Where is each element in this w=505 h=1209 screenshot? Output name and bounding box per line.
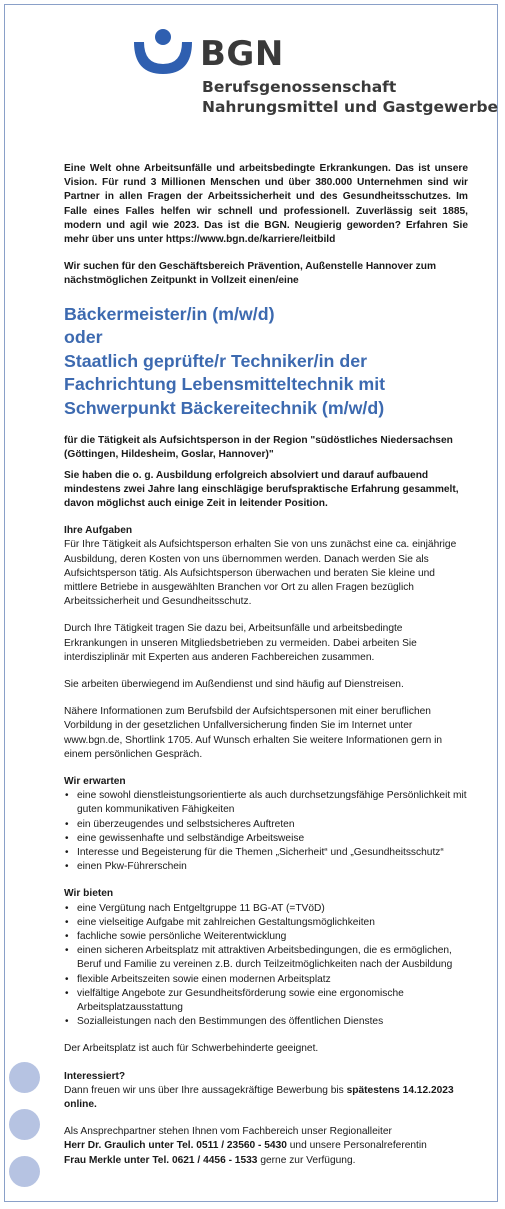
bgn-emblem-icon xyxy=(132,28,194,90)
contact-person-1: Herr Dr. Graulich unter Tel. 0511 / 23560 - 5430 xyxy=(64,1140,287,1152)
list-item: • einen Pkw-Führerschein xyxy=(64,860,468,874)
logo-line-2: Nahrungsmittel und Gastgewerbe xyxy=(202,98,499,116)
list-item: • eine gewissenhafte und selbständige Arbeitsweise xyxy=(64,832,468,846)
list-item: • Sozialleistungen nach den Bestimmungen des öffentlichen Dienstes xyxy=(64,1015,468,1029)
apply-deadline: spätestens 14.12.2023 online. xyxy=(64,1084,454,1111)
apply-heading: Interessiert? xyxy=(64,1070,126,1082)
contact-intro: Als Ansprechpartner stehen Ihnen vom Fachbereich unser Regionalleiter xyxy=(64,1126,392,1138)
apply-text xyxy=(64,1084,468,1112)
list-item: • eine vielseitige Aufgabe mit zahlreichen Gestaltungsmöglichkeiten xyxy=(64,916,468,930)
decorative-dots xyxy=(9,1062,41,1203)
contact-person-2: Frau Merkle unter Tel. 0621 / 4456 - 1533 xyxy=(64,1154,258,1166)
dot-icon xyxy=(9,1109,40,1140)
region-text: für die Tätigkeit als Aufsichtsperson in der Region "südöstliches Niedersachsen (Göttingen, Hildesheim, Goslar, Hannover)" xyxy=(64,435,453,461)
title-line: Staatlich geprüfte/r Techniker/in der xyxy=(64,350,368,371)
contact-end: gerne zur Verfügung. xyxy=(257,1154,356,1166)
offer-list xyxy=(64,902,468,1030)
search-text: Wir suchen für den Geschäftsbereich Prävention, Außenstelle Hannover zum nächstmöglichen Zeitpunkt in Vollzeit einen/eine xyxy=(64,261,437,287)
list-item: • vielfältige Angebote zur Gesundheitsförderung sowie eine ergonomische Arbeitsplatzausstattung xyxy=(64,987,468,1015)
list-item: • flexible Arbeitszeiten sowie einen modernen Arbeitsplatz xyxy=(64,973,468,987)
contact-mid: und unsere Personalreferentin xyxy=(286,1140,427,1152)
intro-text: Eine Welt ohne Arbeitsunfälle und arbeitsbedingte Erkrankungen. Das ist unsere Vision. Für rund 3 Millionen Menschen und über 380.000 Unternehmen sind wir Partner in allen Fragen der Arbeitssicherheit und des Gesundheitsschutzes. Im Falle eines Falles helfen wir schnell und professionell. Zuverlässig seit 1885, modern und agil wie 2023. Das ist die BGN. Neugierig geworden? Erfahren Sie mehr über uns unter https://www.bgn.de/karriere/leitbild xyxy=(64,163,468,246)
list-item: • eine Vergütung nach Entgeltgruppe 11 BG-AT (=TVöD) xyxy=(64,902,468,916)
dot-icon xyxy=(9,1062,40,1093)
requirement-text: Sie haben die o. g. Ausbildung erfolgreich absolviert und darauf aufbauend mindestens zwei Jahre lang einschlägige berufspraktische Erfahrung gesammelt, davon möglichst auch einige Zeit in leitender Position. xyxy=(64,469,459,509)
disability-text: Der Arbeitsplatz ist auch für Schwerbehinderte geeignet. xyxy=(64,1043,319,1055)
dot-icon xyxy=(9,1156,40,1187)
expect-list xyxy=(64,789,468,874)
logo-line-1: Berufsgenossenschaft xyxy=(202,78,397,96)
list-item: • einen sicheren Arbeitsplatz mit attraktiven Arbeitsbedingungen, die es ermöglichen, Beruf und Familie zu vereinen z.B. durch Teilzeitmöglichkeiten nach der Ausbildung xyxy=(64,944,468,972)
logo-name: BGN xyxy=(200,34,284,74)
apply-sentence: Dann freuen wir uns über Ihre aussagekräftige Bewerbung bis xyxy=(64,1084,347,1096)
list-item: • ein überzeugendes und selbstsicheres Auftreten xyxy=(64,818,468,832)
list-item: • eine sowohl dienstleistungsorientierte als auch durchsetzungsfähige Persönlichkeit mit guten kommunikativen Fähigkeiten xyxy=(64,789,468,817)
ad-content xyxy=(64,162,468,1168)
bgn-logo xyxy=(132,28,499,128)
expect-heading: Wir erwarten xyxy=(64,775,126,787)
title-line: Fachrichtung Lebensmitteltechnik mit xyxy=(64,374,386,395)
tasks-paragraph: Sie arbeiten überwiegend im Außendienst und sind häufig auf Dienstreisen. xyxy=(64,678,404,690)
title-line: Bäckermeister/in (m/w/d) xyxy=(64,303,275,324)
tasks-heading: Ihre Aufgaben xyxy=(64,525,133,537)
list-item: • Interesse und Begeisterung für die Themen „Sicherheit“ und „Gesundheitsschutz“ xyxy=(64,846,468,860)
tasks-paragraph: Für Ihre Tätigkeit als Aufsichtsperson erhalten Sie von uns zunächst eine ca. einjährige Ausbildung, deren Kosten von uns übernommen werden. Danach werden Sie als Aufsichtsperson tätig. Als Aufsichtsperson überwachen und beraten Sie kleine und mittlere Betriebe in ausgewählten Branchen vor Ort zu allen Fragen bezüglich Arbeitssicherheit und Gesundheitsschutz. xyxy=(64,539,457,608)
list-item: • fachliche sowie persönliche Weiterentwicklung xyxy=(64,930,468,944)
contact-text xyxy=(64,1125,468,1168)
title-line: Schwerpunkt Bäckereitechnik (m/w/d) xyxy=(64,397,385,418)
job-title xyxy=(64,303,468,421)
title-line: oder xyxy=(64,327,103,348)
tasks-paragraph: Nähere Informationen zum Berufsbild der Aufsichtspersonen mit einer beruflichen Vorbildung in der gesetzlichen Unfallversicherung finden Sie im Internet unter www.bgn.de, Shortlink 1705. Auf Wunsch erhalten Sie weitere Informationen gern in einem persönlichen Gespräch. xyxy=(64,706,443,760)
tasks-paragraph: Durch Ihre Tätigkeit tragen Sie dazu bei, Arbeitsunfälle und arbeitsbedingte Erkrankungen in unseren Mitgliedsbetrieben zu vermeiden. Dabei arbeiten Sie interdisziplinär mit Experten aus anderen Fachbereichen zusammen. xyxy=(64,623,417,663)
offer-heading: Wir bieten xyxy=(64,888,114,900)
